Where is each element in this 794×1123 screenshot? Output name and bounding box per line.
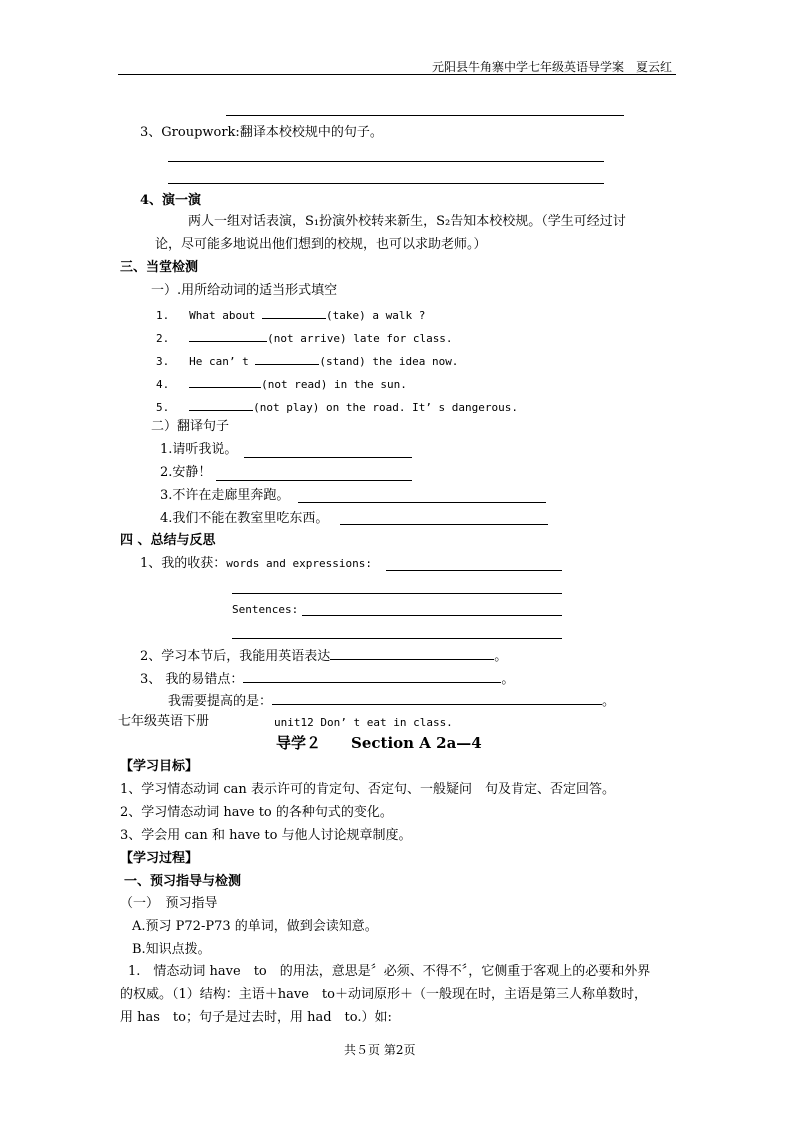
answer-line[interactable] bbox=[340, 524, 548, 525]
translation-item: 2.安静！ bbox=[160, 465, 212, 480]
exercise-item bbox=[156, 351, 458, 371]
gains-text: 1、我的收获： bbox=[140, 556, 227, 571]
answer-line[interactable] bbox=[243, 669, 501, 683]
mistakes-text: 3、 我的易错点： bbox=[140, 672, 244, 687]
fill-blank[interactable] bbox=[255, 351, 319, 365]
express-text: 2、学习本节后，我能用英语表达 bbox=[140, 649, 331, 664]
process-part: 一、预习指导与检测 bbox=[124, 874, 242, 889]
item-post: (take) a walk ? bbox=[325, 309, 426, 322]
book-label: 七年级英语下册 bbox=[118, 714, 210, 729]
answer-line bbox=[168, 183, 604, 184]
section-title: 四 、总结与反思 bbox=[120, 533, 216, 548]
fill-blank[interactable] bbox=[189, 374, 261, 388]
header-rule bbox=[118, 74, 676, 75]
translation-item: 1.请听我说。 bbox=[160, 442, 238, 457]
item-number: 1. bbox=[156, 309, 170, 322]
improve-item bbox=[168, 691, 615, 711]
knowledge-point: 1. 情态动词 have to 的用法，意思是〞必须、不得不〞，它侧重于客观上的必要和外界 bbox=[128, 964, 651, 979]
item-post: (not arrive) late for class. bbox=[267, 332, 453, 345]
item-number: 3. bbox=[156, 355, 170, 368]
exercise-item bbox=[156, 397, 518, 417]
exercise-item bbox=[156, 374, 407, 394]
translation-item: 4.我们不能在教室里吃东西。 bbox=[160, 511, 329, 526]
exercise-item bbox=[156, 305, 425, 325]
process-sub: （一） 预习指导 bbox=[120, 896, 218, 911]
fill-blank[interactable] bbox=[189, 328, 267, 342]
item-number: 4. bbox=[156, 378, 170, 391]
answer-line[interactable] bbox=[232, 593, 562, 594]
answer-line[interactable] bbox=[272, 691, 602, 705]
unit-label: unit12 Don’ t eat in class. bbox=[274, 716, 453, 729]
express-end: 。 bbox=[494, 649, 508, 664]
fill-blank[interactable] bbox=[262, 305, 326, 319]
goal-item: 2、学习情态动词 have to 的各种句式的变化。 bbox=[120, 805, 393, 820]
item-post: (not play) on the road. It’ s dangerous. bbox=[253, 401, 519, 414]
item-pre: He can’ t bbox=[189, 355, 249, 368]
act-instructions-cont: 论，尽可能多地说出他们想到的校规，也可以求助老师。） bbox=[155, 237, 487, 252]
item-post: (not read) in the sun. bbox=[261, 378, 407, 391]
act-instructions: 两人一组对话表演，S₁扮演外校转来新生，S₂告知本校校规。（学生可经过讨 bbox=[188, 214, 626, 229]
preview-b: B.知识点拨。 bbox=[132, 942, 211, 957]
process-title: 【学习过程】 bbox=[120, 851, 199, 866]
improve-end: 。 bbox=[602, 694, 616, 709]
part-title: 二）翻译句子 bbox=[151, 419, 230, 434]
improve-text: 我需要提高的是： bbox=[168, 694, 273, 709]
item-number: 5. bbox=[156, 401, 170, 414]
answer-line[interactable] bbox=[232, 638, 562, 639]
goals-title: 【学习目标】 bbox=[120, 759, 199, 774]
answer-line bbox=[226, 115, 624, 116]
goal-item: 3、学会用 can 和 have to 与他人讨论规章制度。 bbox=[120, 828, 412, 843]
answer-line[interactable] bbox=[216, 480, 412, 481]
mistakes-item bbox=[140, 669, 514, 689]
mistakes-end: 。 bbox=[501, 672, 515, 687]
answer-line[interactable] bbox=[298, 502, 546, 503]
item-number: 2. bbox=[156, 332, 170, 345]
answer-line[interactable] bbox=[302, 615, 562, 616]
answer-line[interactable] bbox=[244, 457, 412, 458]
translation-item: 3.不许在走廊里奔跑。 bbox=[160, 488, 290, 503]
page-footer: 共５页 第2页 bbox=[344, 1043, 416, 1057]
fill-blank[interactable] bbox=[189, 397, 253, 411]
knowledge-point-cont: 的权威。（1）结构：主语＋have to＋动词原形＋（一般现在时，主语是第三人称单数时， bbox=[120, 987, 647, 1002]
express-item bbox=[140, 646, 507, 666]
answer-line[interactable] bbox=[386, 570, 562, 571]
answer-line bbox=[168, 161, 604, 162]
page-header: 元阳县牛角寨中学七年级英语导学案 夏云红 bbox=[432, 60, 673, 74]
sentences-label: Sentences: bbox=[232, 603, 299, 616]
part-title: 一）.用所给动词的适当形式填空 bbox=[151, 283, 338, 298]
preview-a: A.预习 P72-P73 的单词，做到会读知意。 bbox=[132, 919, 378, 934]
section-title: 三、当堂检测 bbox=[120, 260, 199, 275]
groupwork-task: 3、Groupwork:翻译本校校规中的句子。 bbox=[140, 125, 383, 140]
knowledge-point-cont: 用 has to；句子是过去时，用 had to.）如: bbox=[120, 1010, 392, 1025]
gains-label bbox=[140, 555, 372, 573]
lesson-title: 导学２ Section A 2a—4 bbox=[276, 734, 482, 752]
words-label: words and expressions: bbox=[226, 557, 372, 570]
act-title: 4、演一演 bbox=[140, 193, 202, 208]
answer-line[interactable] bbox=[330, 646, 494, 660]
exercise-item bbox=[156, 328, 453, 348]
item-post: (stand) the idea now. bbox=[319, 355, 459, 368]
item-pre: What about bbox=[189, 309, 256, 322]
goal-item: 1、学习情态动词 can 表示许可的肯定句、否定句、一般疑问 句及肯定、否定回答。 bbox=[120, 782, 615, 797]
